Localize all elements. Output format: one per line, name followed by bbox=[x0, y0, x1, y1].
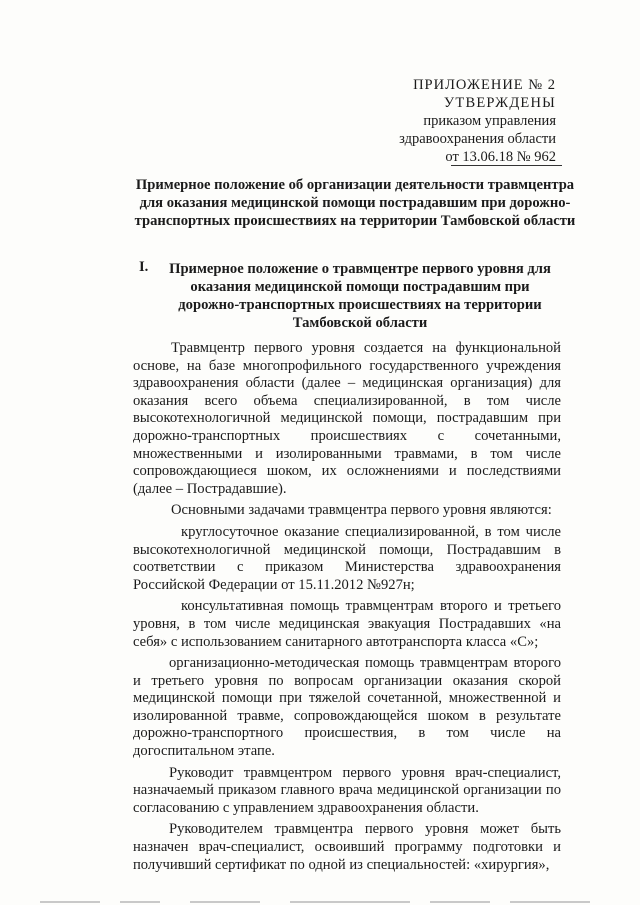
authority-line: здравоохранения области bbox=[399, 131, 556, 147]
attachment-number: ПРИЛОЖЕНИЕ № 2 bbox=[413, 77, 556, 93]
order-date-line bbox=[399, 148, 556, 166]
handwritten-underline bbox=[451, 165, 562, 166]
paragraph-5: организационно-методическая помощь травмцентрам второго и третьего уровня по вопросам организации оказания скорой медицинской помощи при тяжелой сочетанной, множественной и изолированной травме, сопровождающейся шоком в результате дорожно-транспортного происшествия, в том числе на догоспитальном этапе. bbox=[133, 655, 561, 760]
section-number: I. bbox=[139, 259, 149, 275]
paragraph-1: Травмцентр первого уровня создается на функциональной основе, на базе многопрофильного государственного учреждения здравоохранения области (далее – медицинская организация) для оказания всего объема специализированной, в том числе высокотехнологичной медицинской помощи, пострадавшим при дорожно-транспортных происшествиях с сочетанными, множественными и изолированными травмами, в том числе сопровождающиеся шоком, их осложнениями и последствиями (далее – Пострадавшие). bbox=[133, 340, 561, 497]
section-title: Примерное положение о травмцентре первого уровня для оказания медицинской помощи пострадавшим при дорожно-транспортных происшествиях на территории Тамбовской области bbox=[169, 261, 551, 331]
document-title: Примерное положение об организации деятельности травмцентра для оказания медицинской помощи пострадавшим при дорожно-транспортных происшествиях на территории Тамбовской области bbox=[134, 177, 576, 229]
document-body bbox=[133, 340, 561, 878]
approved-label: УТВЕРЖДЕНЫ bbox=[443, 95, 556, 111]
order-date: от 13.06.18 № 962 bbox=[445, 149, 556, 165]
paragraph-6: Руководит травмцентром первого уровня врач-специалист, назначаемый приказом главного врача медицинской организации по согласованию с управлением здравоохранения области. bbox=[133, 764, 561, 816]
paragraph-4: консультативная помощь травмцентрам второго и третьего уровня, в том числе медицинская эвакуация Пострадавших «на себя» с использованием санитарного автотранспорта класса «С»; bbox=[133, 598, 561, 650]
attachment-block bbox=[399, 76, 556, 166]
paragraph-2: Основными задачами травмцентра первого уровня являются: bbox=[171, 502, 552, 519]
paragraph-3: круглосуточное оказание специализированной, в том числе высокотехнологичной медицинской помощи, Пострадавшим в соответствии с приказом Министерства здравоохранения Российской Федерации от 15.11.2012 №927н; bbox=[133, 523, 561, 593]
order-line: приказом управления bbox=[423, 113, 556, 129]
scan-artifact-line bbox=[0, 895, 640, 905]
paragraph-7: Руководителем травмцентра первого уровня может быть назначен врач-специалист, освоивший программу подготовки и получивший сертификат по одной из специальностей: «хирургия», bbox=[133, 821, 561, 873]
